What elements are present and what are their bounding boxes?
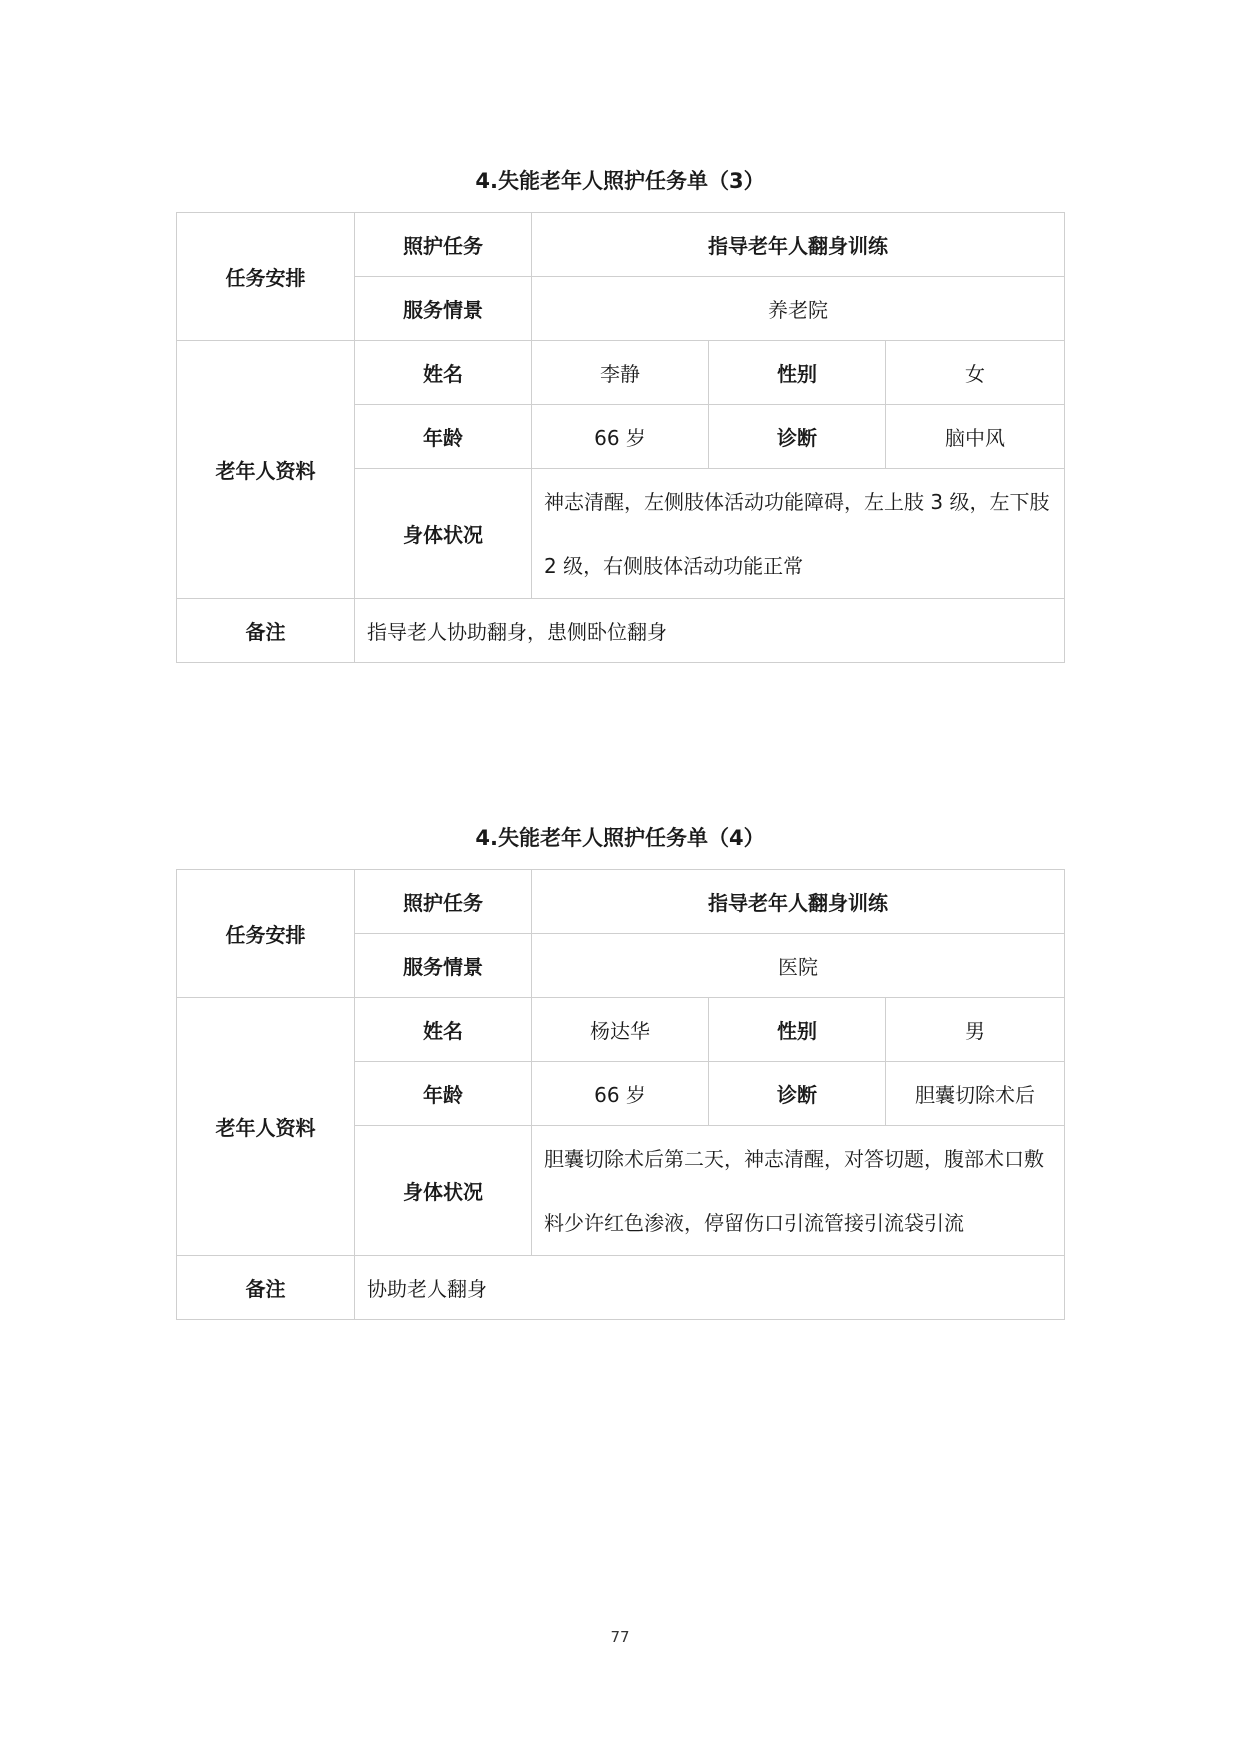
gender-label: 性别 [709, 998, 886, 1062]
name-label: 姓名 [355, 998, 532, 1062]
age-label: 年龄 [355, 405, 532, 469]
gender-value: 男 [886, 998, 1065, 1062]
care-task-table [176, 212, 1065, 663]
elder-info-label: 老年人资料 [177, 998, 355, 1256]
diagnosis-label: 诊断 [709, 405, 886, 469]
remarks-label: 备注 [177, 1256, 355, 1320]
name-label: 姓名 [355, 341, 532, 405]
page-number: 77 [610, 1628, 630, 1646]
elder-info-label: 老年人资料 [177, 341, 355, 599]
task-arrangement-label: 任务安排 [177, 213, 355, 341]
remarks-value: 指导老人协助翻身，患侧卧位翻身 [355, 599, 1065, 663]
care-task-table [176, 869, 1065, 1320]
diagnosis-label: 诊断 [709, 1062, 886, 1126]
care-task-value: 指导老年人翻身训练 [532, 870, 1065, 934]
age-label: 年龄 [355, 1062, 532, 1126]
service-scenario-label: 服务情景 [355, 277, 532, 341]
service-scenario-value: 医院 [532, 934, 1065, 998]
condition-label: 身体状况 [355, 1126, 532, 1256]
diagnosis-value: 脑中风 [886, 405, 1065, 469]
name-value: 李静 [532, 341, 709, 405]
care-task-label: 照护任务 [355, 213, 532, 277]
condition-value: 胆囊切除术后第二天，神志清醒，对答切题，腹部术口敷料少许红色渗液，停留伤口引流管接引流袋引流 [532, 1126, 1065, 1256]
age-value: 66 岁 [532, 1062, 709, 1126]
age-value: 66 岁 [532, 405, 709, 469]
care-task-sheet-3 [176, 160, 1064, 663]
condition-label: 身体状况 [355, 469, 532, 599]
gender-value: 女 [886, 341, 1065, 405]
task-arrangement-label: 任务安排 [177, 870, 355, 998]
service-scenario-value: 养老院 [532, 277, 1065, 341]
diagnosis-value: 胆囊切除术后 [886, 1062, 1065, 1126]
remarks-label: 备注 [177, 599, 355, 663]
care-task-sheet-4 [176, 817, 1064, 1320]
gender-label: 性别 [709, 341, 886, 405]
care-task-value: 指导老年人翻身训练 [532, 213, 1065, 277]
remarks-value: 协助老人翻身 [355, 1256, 1065, 1320]
care-task-label: 照护任务 [355, 870, 532, 934]
sheet-title: 4.失能老年人照护任务单（3） [475, 169, 765, 193]
sheet-title: 4.失能老年人照护任务单（4） [475, 826, 765, 850]
condition-value: 神志清醒，左侧肢体活动功能障碍，左上肢 3 级，左下肢 2 级，右侧肢体活动功能正常 [532, 469, 1065, 599]
service-scenario-label: 服务情景 [355, 934, 532, 998]
name-value: 杨达华 [532, 998, 709, 1062]
